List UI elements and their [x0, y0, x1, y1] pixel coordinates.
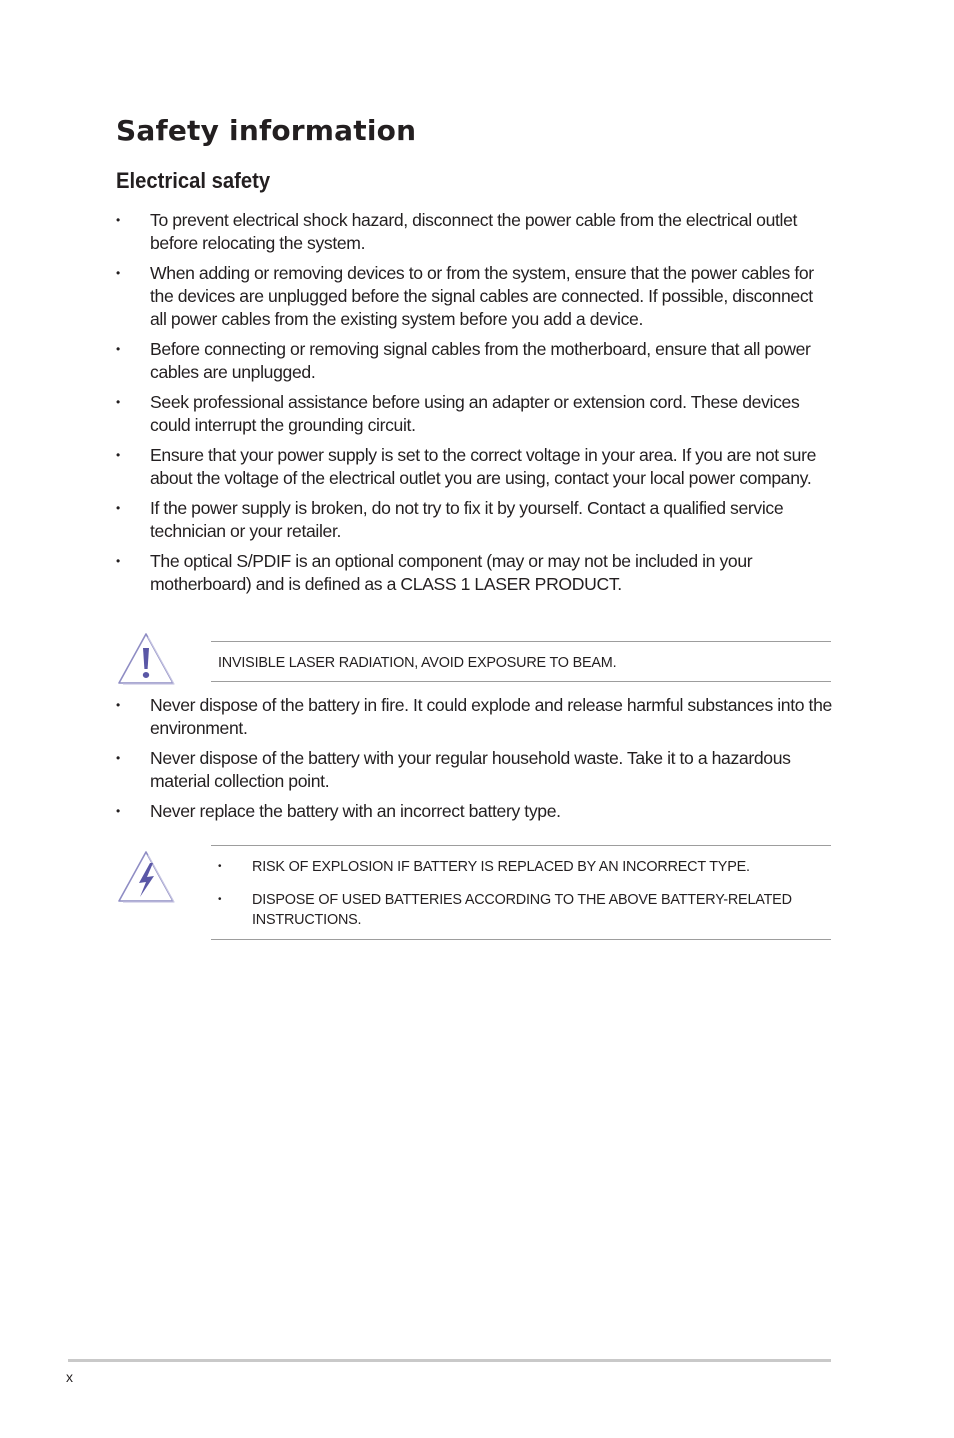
list-item-text: If the power supply is broken, do not try to fix it by yourself. Contact a qualified service technician or your retailer.	[150, 498, 784, 541]
bullet-marker: •	[116, 342, 120, 356]
list-item-text: The optical S/PDIF is an optional component (may or may not be included in your motherboard) and is defined as a CLASS 1 LASER PRODUCT.	[150, 551, 753, 594]
list-item	[116, 391, 832, 437]
list-item	[116, 338, 832, 384]
bullet-marker: •	[116, 395, 120, 409]
list-item	[116, 747, 832, 793]
page-number: x	[66, 1369, 73, 1385]
list-item	[116, 444, 832, 490]
laser-caution-notice	[211, 641, 831, 682]
bullet-marker: •	[116, 213, 120, 227]
bullet-marker: •	[116, 698, 120, 712]
laser-caution-text: INVISIBLE LASER RADIATION, AVOID EXPOSURE TO BEAM.	[218, 655, 617, 671]
bullet-marker: •	[116, 501, 120, 515]
battery-warning-text: RISK OF EXPLOSION IF BATTERY IS REPLACED BY AN INCORRECT TYPE.	[252, 859, 750, 875]
list-item	[116, 262, 832, 331]
section-heading-electrical-safety: Electrical safety	[116, 168, 271, 193]
list-item-text: Never dispose of the battery in fire. It could explode and release harmful substances into the environment.	[150, 695, 832, 738]
bullet-marker: •	[116, 266, 120, 280]
battery-warning-notice	[211, 845, 831, 940]
bullet-marker: •	[218, 861, 222, 872]
footer-divider	[68, 1359, 831, 1362]
list-item	[116, 497, 832, 543]
list-item	[116, 800, 832, 823]
list-item-text: Never dispose of the battery with your regular household waste. Take it to a hazardous material collection point.	[150, 748, 791, 791]
list-item-text: Before connecting or removing signal cables from the motherboard, ensure that all power cables are unplugged.	[150, 339, 811, 382]
bullet-marker: •	[116, 448, 120, 462]
list-item	[211, 890, 831, 930]
list-item-text: When adding or removing devices to or from the system, ensure that the power cables for the devices are unplugged before the signal cables are connected. If possible, disconnect all power cables from the existing system before you add a device.	[150, 263, 814, 329]
electrical-safety-list	[116, 209, 832, 603]
bullet-marker: •	[218, 894, 222, 905]
bullet-marker: •	[116, 751, 120, 765]
list-item	[116, 694, 832, 740]
page-title: Safety information	[116, 114, 417, 147]
battery-warning-text: DISPOSE OF USED BATTERIES ACCORDING TO THE ABOVE BATTERY-RELATED INSTRUCTIONS.	[252, 892, 792, 928]
list-item-text: To prevent electrical shock hazard, disconnect the power cable from the electrical outlet before relocating the system.	[150, 210, 798, 253]
list-item	[211, 857, 831, 877]
battery-warning-list	[211, 857, 831, 930]
list-item-text: Ensure that your power supply is set to the correct voltage in your area. If you are not sure about the voltage of the electrical outlet you are using, contact your local power company.	[150, 445, 817, 488]
bullet-marker: •	[116, 804, 120, 818]
caution-exclamation-icon	[117, 632, 175, 686]
bullet-marker: •	[116, 554, 120, 568]
battery-safety-list	[116, 694, 832, 830]
list-item-text: Seek professional assistance before using an adapter or extension cord. These devices could interrupt the grounding circuit.	[150, 392, 800, 435]
list-item	[116, 209, 832, 255]
list-item	[116, 550, 832, 596]
electrical-hazard-icon	[117, 850, 175, 904]
list-item-text: Never replace the battery with an incorrect battery type.	[150, 801, 561, 821]
